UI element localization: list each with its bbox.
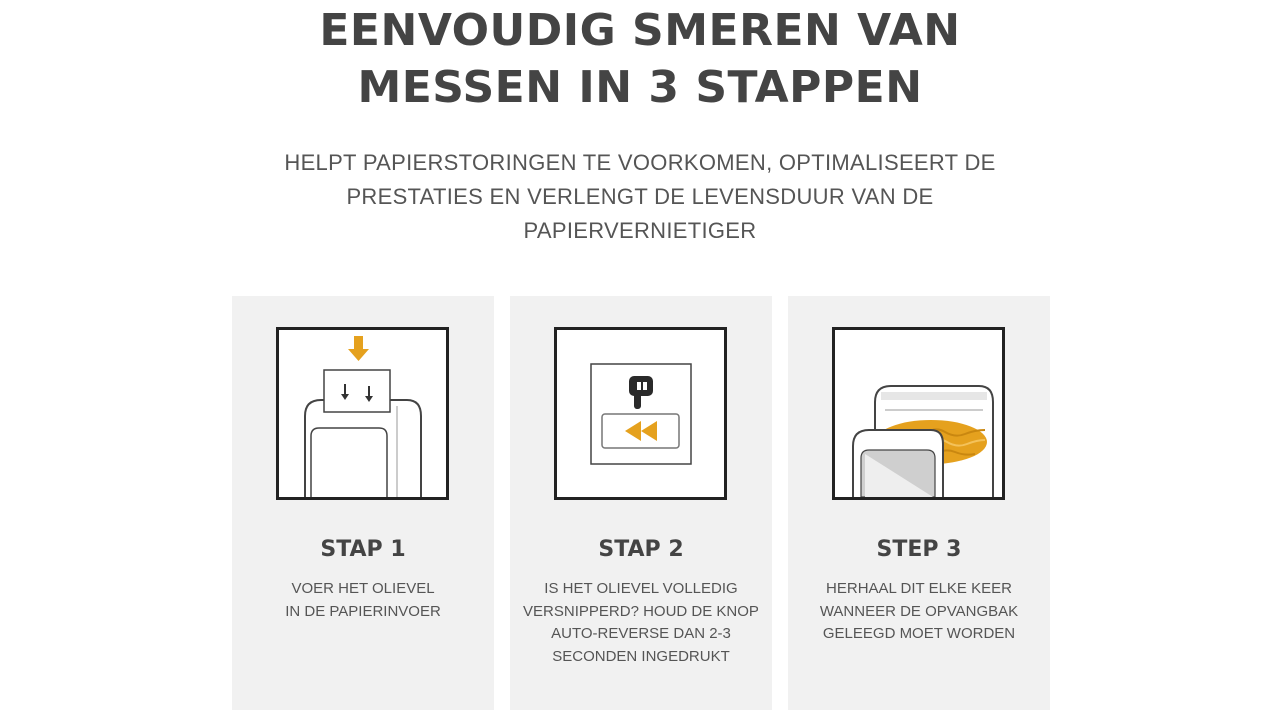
step-card-2 (510, 296, 772, 710)
step-2-description (510, 578, 772, 668)
step-3-svg (835, 330, 1002, 497)
step-1-line: IN DE PAPIERINVOER (285, 602, 441, 620)
step-3-line: HERHAAL DIT ELKE KEER (826, 580, 1012, 597)
page-title (0, 2, 1280, 116)
oil-sheet-icon (324, 370, 390, 412)
step-1-description (232, 578, 494, 623)
step-1-svg (279, 330, 446, 497)
page-subtitle-line-1: HELPT PAPIERSTORINGEN TE VOORKOMEN, OPTIMALISEERT DE (284, 150, 996, 175)
step-3-line: WANNEER DE OPVANGBAK (819, 602, 1019, 620)
step-3-illustration (832, 327, 1005, 500)
step-2-illustration (554, 327, 727, 500)
step-card-1 (232, 296, 494, 710)
step-1-line: VOER HET OLIEVEL (291, 580, 435, 597)
page-subtitle-line-3: PAPIERVERNIETIGER (523, 218, 757, 243)
reverse-button-icon (602, 414, 679, 448)
step-2-heading: STAP 2 (598, 537, 684, 562)
page-subtitle-line-2: PRESTATIES EN VERLENGT DE LEVENSDUUR VAN DE (346, 184, 934, 209)
step-3-description (788, 578, 1050, 646)
step-2-line: VERSNIPPERD? HOUD DE KNOP (523, 602, 759, 620)
step-2-line: SECONDEN INGEDRUKT (552, 647, 730, 665)
step-2-line: IS HET OLIEVEL VOLLEDIG (544, 580, 738, 597)
step-3-heading: STEP 3 (876, 537, 962, 562)
step-2-line: AUTO-REVERSE DAN 2-3 (551, 625, 731, 642)
shredder-bin-icon (853, 386, 993, 497)
step-2-svg (557, 330, 724, 497)
step-1-heading: STAP 1 (320, 537, 406, 562)
page-title-line-1: EENVOUDIG SMEREN VAN (319, 5, 961, 56)
step-1-illustration (276, 327, 449, 500)
step-3-line: GELEEGD MOET WORDEN (822, 625, 1016, 642)
down-arrow-icon (348, 336, 369, 361)
step-card-3 (788, 296, 1050, 710)
page-subtitle (240, 146, 1040, 248)
shredder-icon (305, 400, 421, 497)
page-title-line-2: MESSEN IN 3 STAPPEN (357, 62, 923, 113)
